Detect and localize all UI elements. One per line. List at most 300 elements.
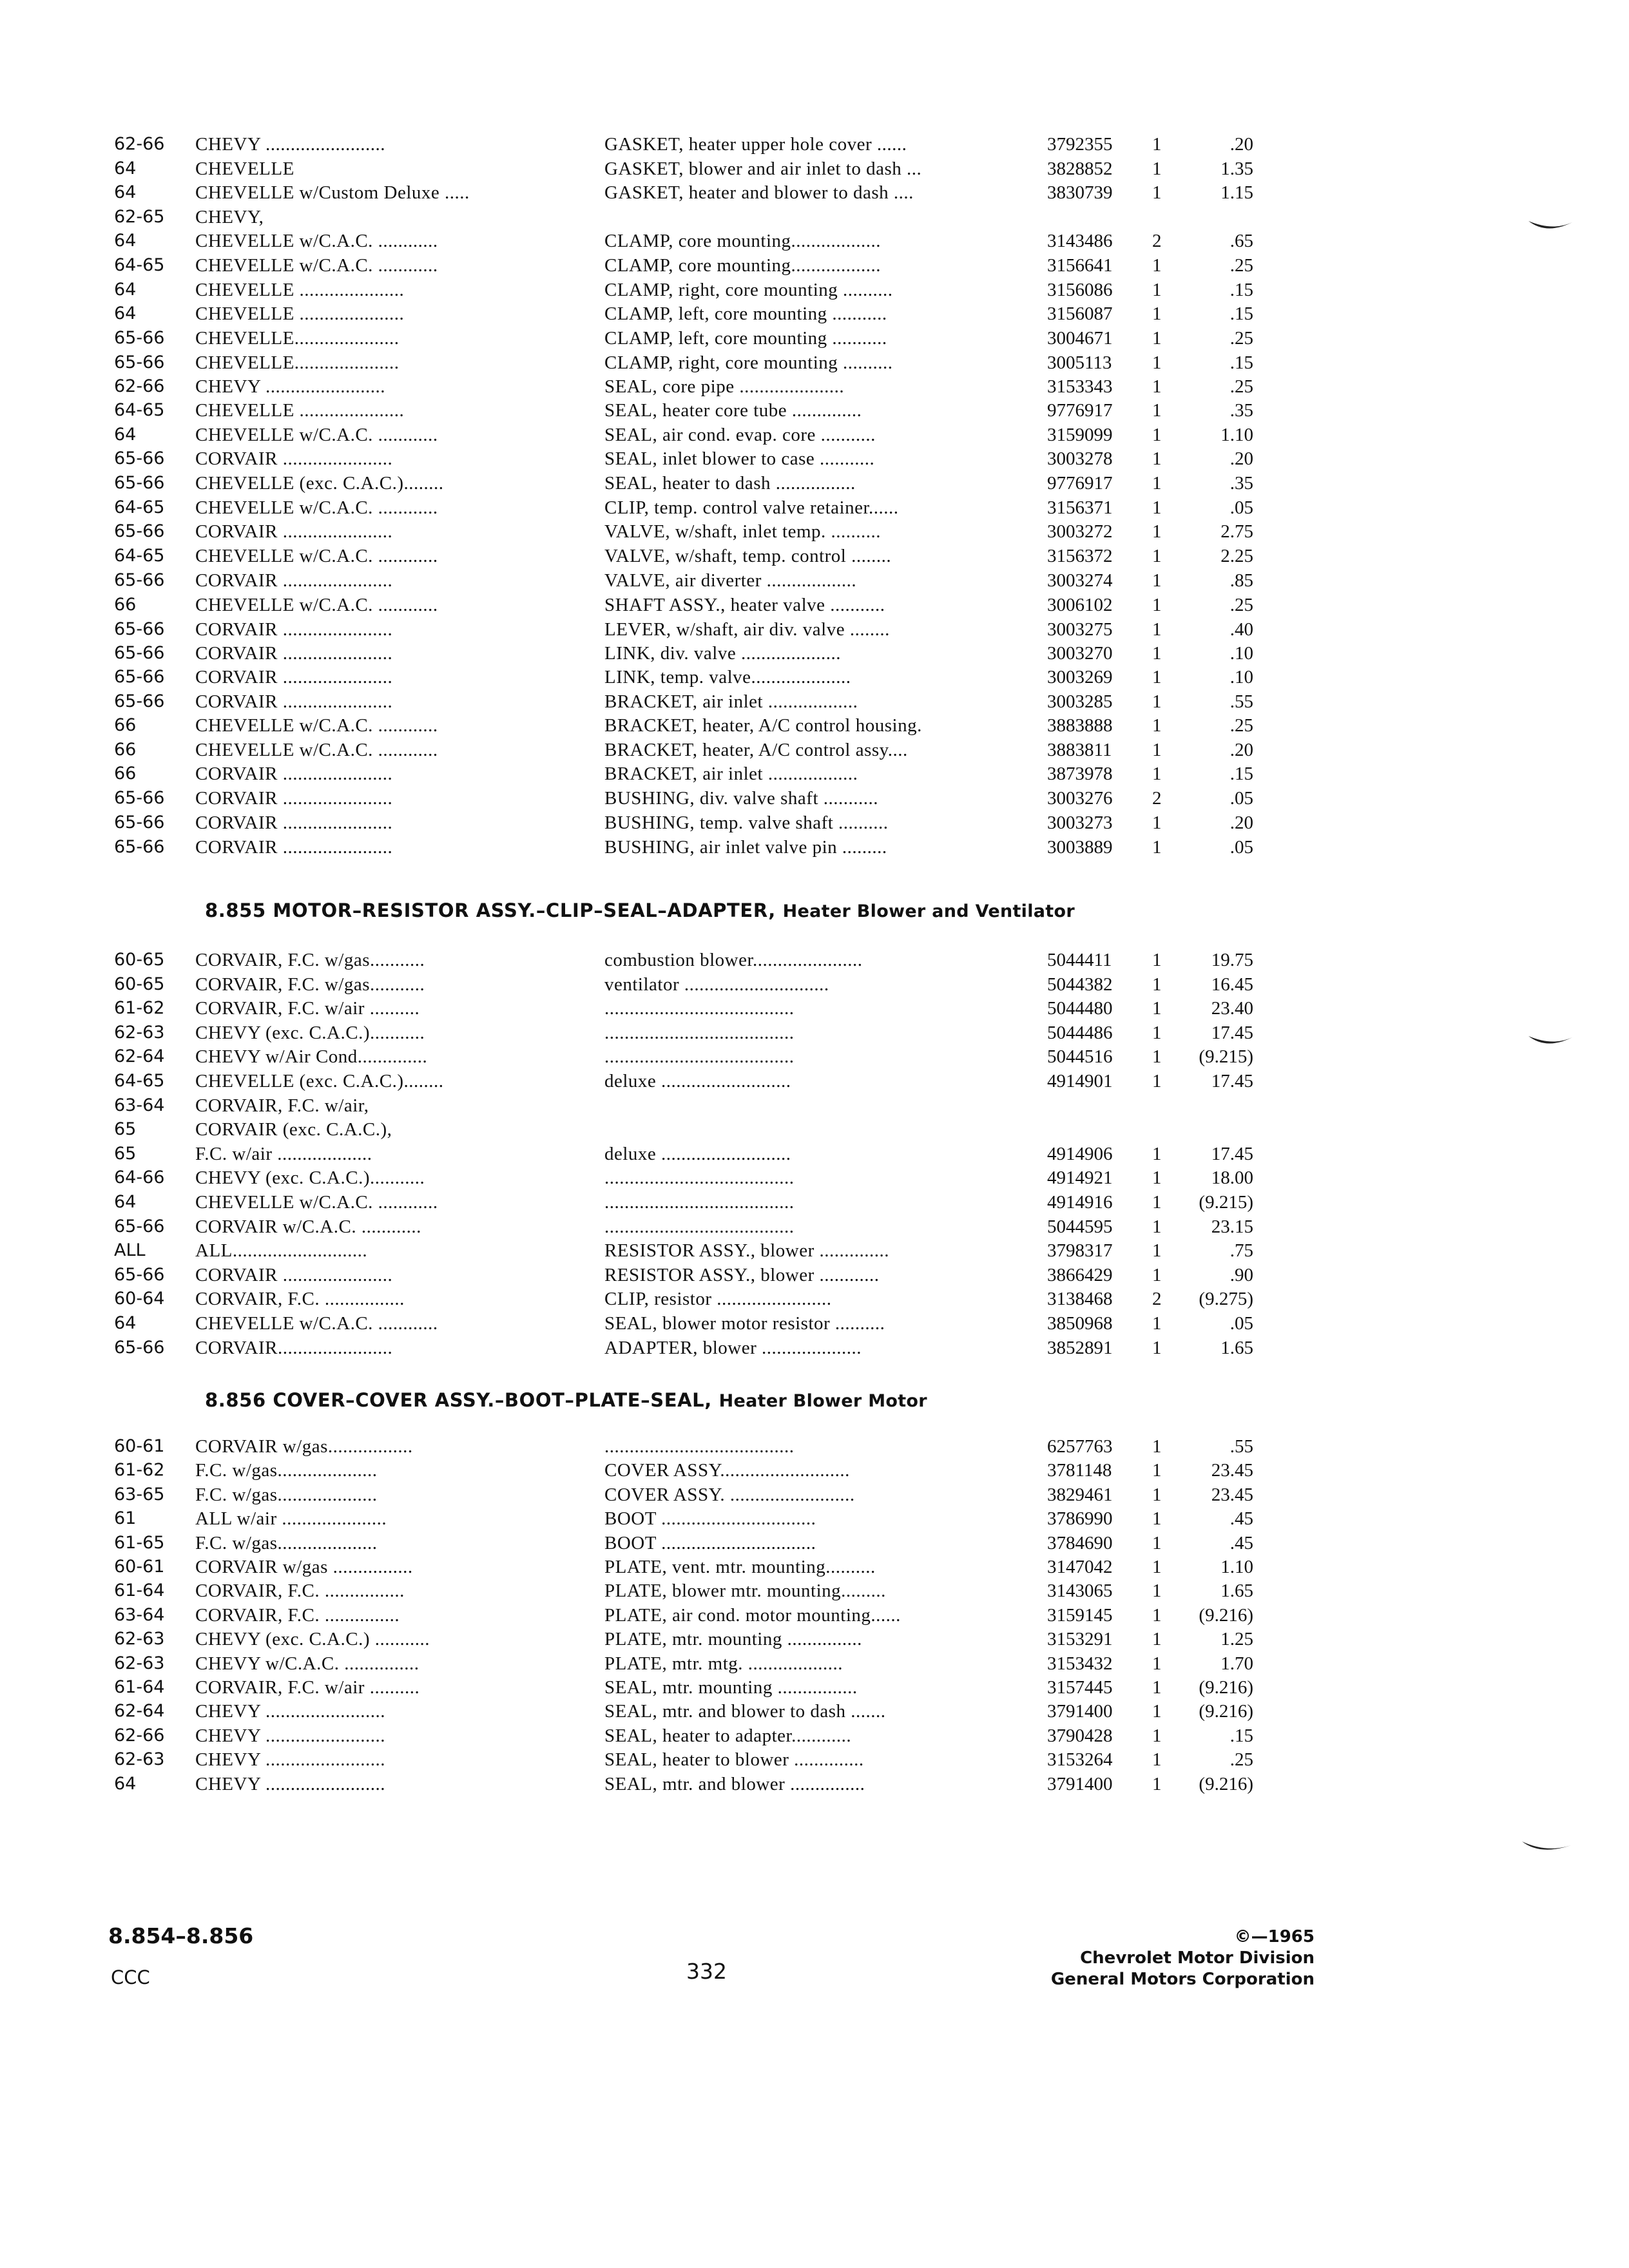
table-row xyxy=(0,1555,1629,1579)
year-range: 65-66 xyxy=(114,788,165,808)
year-range: 65-66 xyxy=(114,352,165,372)
table-row xyxy=(0,1336,1629,1360)
model: CHEVELLE w/C.A.C. ............ xyxy=(195,497,438,518)
table-row xyxy=(0,326,1629,351)
part-number: 4914906 xyxy=(1047,1144,1113,1164)
part-number: 3003276 xyxy=(1047,788,1113,809)
part-number: 3005113 xyxy=(1047,352,1112,373)
year-range: 62-64 xyxy=(114,1046,165,1066)
year-range: 66 xyxy=(114,715,137,735)
model: ALL w/air ..................... xyxy=(195,1508,387,1529)
description: SEAL, heater to blower .............. xyxy=(604,1749,864,1770)
year-range: 65-66 xyxy=(114,521,165,541)
model: CHEVELLE w/C.A.C. ............ xyxy=(195,231,438,251)
footer-publisher xyxy=(1005,1927,1315,1990)
description: BRACKET, air inlet .................. xyxy=(604,691,858,712)
price: 19.75 xyxy=(1211,950,1253,970)
section-title: 8.856 COVER–COVER ASSY.–BOOT–PLATE–SEAL, xyxy=(205,1389,712,1411)
table-row xyxy=(0,1651,1629,1676)
price: .20 xyxy=(1229,812,1253,833)
table-row xyxy=(0,1772,1629,1796)
part-number: 3006102 xyxy=(1047,595,1113,615)
quantity: 1 xyxy=(1152,1557,1162,1577)
table-row xyxy=(0,132,1629,157)
year-range: 64-65 xyxy=(114,400,165,420)
table-row xyxy=(0,519,1629,544)
quantity: 1 xyxy=(1152,974,1162,995)
year-range: 65 xyxy=(114,1119,137,1139)
quantity: 1 xyxy=(1152,497,1162,518)
table-row xyxy=(0,1699,1629,1724)
description: LINK, temp. valve.................... xyxy=(604,667,851,687)
part-number: 3781148 xyxy=(1047,1460,1112,1481)
price: (9.216) xyxy=(1199,1774,1253,1794)
table-row xyxy=(0,278,1629,302)
part-number: 5044595 xyxy=(1047,1216,1113,1237)
price: .20 xyxy=(1229,740,1253,760)
quantity: 1 xyxy=(1152,1338,1162,1358)
price: 23.45 xyxy=(1211,1460,1253,1481)
table-row xyxy=(0,544,1629,568)
table-row xyxy=(0,1627,1629,1651)
page-number: 332 xyxy=(686,1959,727,1984)
quantity: 1 xyxy=(1152,1605,1162,1626)
year-range: 60-64 xyxy=(114,1289,165,1309)
description: ...................................... xyxy=(604,1023,795,1043)
description: CLAMP, right, core mounting .......... xyxy=(604,280,893,300)
model: CHEVELLE w/C.A.C. ............ xyxy=(195,546,438,566)
model: CHEVELLE w/C.A.C. ............ xyxy=(195,1192,438,1213)
description: CLAMP, core mounting.................. xyxy=(604,255,882,276)
year-range: 65-66 xyxy=(114,837,165,857)
description: ...................................... xyxy=(604,1216,795,1237)
year-range: 65-66 xyxy=(114,619,165,639)
part-number: 3003278 xyxy=(1047,448,1113,469)
part-number: 3786990 xyxy=(1047,1508,1113,1529)
price: .65 xyxy=(1229,231,1253,251)
model: CHEVELLE (exc. C.A.C.)........ xyxy=(195,473,444,494)
year-range: 61-64 xyxy=(114,1677,165,1697)
description: ...................................... xyxy=(604,1436,795,1457)
description: RESISTOR ASSY., blower .............. xyxy=(604,1240,890,1261)
model: CHEVELLE w/C.A.C. ............ xyxy=(195,595,438,615)
quantity: 1 xyxy=(1152,352,1162,373)
description: ventilator ............................. xyxy=(604,974,829,995)
binding-mark xyxy=(1527,1031,1579,1057)
table-row xyxy=(0,762,1629,786)
table-row xyxy=(0,1021,1629,1045)
table-row xyxy=(0,302,1629,326)
model: CORVAIR ...................... xyxy=(195,667,393,687)
price: .15 xyxy=(1229,303,1253,324)
table-row xyxy=(0,1166,1629,1190)
price: 23.45 xyxy=(1211,1485,1253,1505)
quantity: 1 xyxy=(1152,159,1162,179)
quantity: 1 xyxy=(1152,376,1162,397)
table-row xyxy=(0,423,1629,447)
model: F.C. w/gas.................... xyxy=(195,1533,378,1553)
model: CHEVY ........................ xyxy=(195,1749,386,1770)
footer-section-code: 8.854–8.856 xyxy=(108,1923,254,1948)
model: CHEVY (exc. C.A.C.)........... xyxy=(195,1023,425,1043)
year-range: 64 xyxy=(114,280,137,300)
price: .25 xyxy=(1229,1749,1253,1770)
description: PLATE, blower mtr. mounting......... xyxy=(604,1581,886,1601)
year-range: 62-66 xyxy=(114,1725,165,1745)
quantity: 1 xyxy=(1152,473,1162,494)
quantity: 1 xyxy=(1152,1701,1162,1722)
model: CHEVY ........................ xyxy=(195,1725,386,1746)
quantity: 1 xyxy=(1152,182,1162,203)
model: CORVAIR w/gas ................ xyxy=(195,1557,413,1577)
part-number: 3791400 xyxy=(1047,1701,1113,1722)
price: (9.216) xyxy=(1199,1701,1253,1722)
year-range: 61-65 xyxy=(114,1533,165,1553)
part-number: 3138468 xyxy=(1047,1289,1113,1309)
part-number: 3156087 xyxy=(1047,303,1113,324)
year-range: 62-64 xyxy=(114,1701,165,1721)
part-number: 3153291 xyxy=(1047,1629,1113,1649)
description: SEAL, inlet blower to case ........... xyxy=(604,448,875,469)
table-row xyxy=(0,1190,1629,1215)
year-range: 60-65 xyxy=(114,974,165,994)
table-row xyxy=(0,996,1629,1021)
quantity: 1 xyxy=(1152,1216,1162,1237)
part-number: 3791400 xyxy=(1047,1774,1113,1794)
copyright: ©—1965 xyxy=(1234,1927,1315,1946)
quantity: 2 xyxy=(1152,231,1162,251)
part-number: 3790428 xyxy=(1047,1725,1113,1746)
table-row xyxy=(0,1142,1629,1166)
table-row xyxy=(0,1506,1629,1531)
binding-mark xyxy=(1527,216,1579,242)
description: CLIP, temp. control valve retainer...... xyxy=(604,497,899,518)
description: CLIP, resistor ....................... xyxy=(604,1289,832,1309)
price: .45 xyxy=(1229,1508,1253,1529)
price: .45 xyxy=(1229,1533,1253,1553)
quantity: 1 xyxy=(1152,1144,1162,1164)
part-number: 3003269 xyxy=(1047,667,1113,687)
table-row xyxy=(0,1483,1629,1507)
quantity: 2 xyxy=(1152,1289,1162,1309)
model: CORVAIR ...................... xyxy=(195,643,393,664)
quantity: 1 xyxy=(1152,715,1162,736)
table-row xyxy=(0,1724,1629,1748)
model: CHEVELLE ..................... xyxy=(195,303,405,324)
part-number: 3153343 xyxy=(1047,376,1113,397)
model: CHEVY, xyxy=(195,207,264,227)
year-range: 63-65 xyxy=(114,1485,165,1504)
table-row xyxy=(0,811,1629,835)
model: CORVAIR w/C.A.C. ............ xyxy=(195,1216,421,1237)
description: deluxe .......................... xyxy=(604,1144,791,1164)
quantity: 1 xyxy=(1152,1240,1162,1261)
part-number: 3003275 xyxy=(1047,619,1113,640)
year-range: 60-65 xyxy=(114,950,165,970)
description: PLATE, air cond. motor mounting...... xyxy=(604,1605,901,1626)
part-number: 9776917 xyxy=(1047,473,1113,494)
price: .55 xyxy=(1229,691,1253,712)
part-number: 5044480 xyxy=(1047,998,1113,1019)
description: ...................................... xyxy=(604,998,795,1019)
part-number: 3883811 xyxy=(1047,740,1112,760)
description: CLAMP, left, core mounting ........... xyxy=(604,328,887,349)
quantity: 1 xyxy=(1152,1436,1162,1457)
quantity: 1 xyxy=(1152,425,1162,445)
table-row xyxy=(0,1531,1629,1555)
price: .25 xyxy=(1229,376,1253,397)
description: SEAL, mtr. and blower to dash ....... xyxy=(604,1701,886,1722)
footer-ccc: CCC xyxy=(111,1966,150,1988)
table-row xyxy=(0,157,1629,181)
description: ...................................... xyxy=(604,1168,795,1188)
price: .05 xyxy=(1229,1313,1253,1334)
model: CORVAIR ...................... xyxy=(195,448,393,469)
model: CHEVY (exc. C.A.C.) ........... xyxy=(195,1629,430,1649)
quantity: 1 xyxy=(1152,1046,1162,1067)
year-range: 60-61 xyxy=(114,1557,165,1577)
year-range: 64 xyxy=(114,1192,137,1212)
description: ...................................... xyxy=(604,1192,795,1213)
model: CHEVELLE w/C.A.C. ............ xyxy=(195,425,438,445)
part-number: 3792355 xyxy=(1047,134,1113,155)
price: 18.00 xyxy=(1211,1168,1253,1188)
model: CORVAIR, F.C. ................ xyxy=(195,1289,405,1309)
description: BOOT ............................... xyxy=(604,1508,816,1529)
model: CORVAIR, F.C. ............... xyxy=(195,1605,400,1626)
year-range: 65-66 xyxy=(114,328,165,348)
description: GASKET, heater and blower to dash .... xyxy=(604,182,914,203)
year-range: 65-66 xyxy=(114,448,165,468)
model: CHEVY ........................ xyxy=(195,376,386,397)
table-row xyxy=(0,1458,1629,1483)
price: .15 xyxy=(1229,352,1253,373)
part-number: 3829461 xyxy=(1047,1485,1113,1505)
model: CHEVELLE w/C.A.C. ............ xyxy=(195,715,438,736)
price: 1.10 xyxy=(1220,425,1253,445)
description: BRACKET, heater, A/C control housing. xyxy=(604,715,922,736)
year-range: 64-65 xyxy=(114,546,165,566)
price: .25 xyxy=(1229,328,1253,349)
year-range: 64 xyxy=(114,182,137,202)
price: 23.15 xyxy=(1211,1216,1253,1237)
model: CHEVELLE..................... xyxy=(195,352,400,373)
part-number: 3866429 xyxy=(1047,1265,1113,1285)
year-range: 64-66 xyxy=(114,1168,165,1187)
model: ALL........................... xyxy=(195,1240,368,1261)
part-number: 9776917 xyxy=(1047,400,1113,421)
table-row xyxy=(0,617,1629,642)
year-range: 65-66 xyxy=(114,570,165,590)
part-number: 3143486 xyxy=(1047,231,1113,251)
part-number: 3147042 xyxy=(1047,1557,1113,1577)
part-number: 3830739 xyxy=(1047,182,1113,203)
quantity: 1 xyxy=(1152,255,1162,276)
table-row xyxy=(0,948,1629,972)
model: CHEVELLE w/C.A.C. ............ xyxy=(195,255,438,276)
model: CHEVELLE..................... xyxy=(195,328,400,349)
quantity: 1 xyxy=(1152,1774,1162,1794)
quantity: 1 xyxy=(1152,328,1162,349)
part-number: 3157445 xyxy=(1047,1677,1113,1698)
year-range: 65-66 xyxy=(114,1216,165,1236)
table-row xyxy=(0,1579,1629,1603)
price: (9.215) xyxy=(1199,1046,1253,1067)
model: F.C. w/air ................... xyxy=(195,1144,372,1164)
model: CORVAIR ...................... xyxy=(195,691,393,712)
description: SEAL, heater to dash ................ xyxy=(604,473,856,494)
part-number: 3003270 xyxy=(1047,643,1113,664)
price: .20 xyxy=(1229,448,1253,469)
description: SEAL, mtr. and blower ............... xyxy=(604,1774,865,1794)
price: .90 xyxy=(1229,1265,1253,1285)
quantity: 1 xyxy=(1152,1508,1162,1529)
price: .05 xyxy=(1229,837,1253,858)
price: 2.25 xyxy=(1220,546,1253,566)
table-row xyxy=(0,1044,1629,1069)
year-range: 64 xyxy=(114,425,137,445)
model: CORVAIR, F.C. w/air .......... xyxy=(195,998,420,1019)
price: .15 xyxy=(1229,280,1253,300)
quantity: 1 xyxy=(1152,837,1162,858)
quantity: 1 xyxy=(1152,134,1162,155)
part-number: 3004671 xyxy=(1047,328,1113,349)
quantity: 1 xyxy=(1152,1749,1162,1770)
model: CHEVELLE xyxy=(195,159,294,179)
year-range: 64 xyxy=(114,1774,137,1794)
table-row xyxy=(0,738,1629,762)
price: .20 xyxy=(1229,134,1253,155)
model: CORVAIR, F.C. w/air, xyxy=(195,1095,369,1116)
price: 17.45 xyxy=(1211,1023,1253,1043)
table-row xyxy=(0,568,1629,593)
model: CHEVELLE w/C.A.C. ............ xyxy=(195,1313,438,1334)
price: (9.275) xyxy=(1199,1289,1253,1309)
part-number: 3852891 xyxy=(1047,1338,1113,1358)
model: F.C. w/gas.................... xyxy=(195,1460,378,1481)
quantity: 1 xyxy=(1152,1629,1162,1649)
description: VALVE, w/shaft, temp. control ........ xyxy=(604,546,892,566)
part-number: 3156372 xyxy=(1047,546,1113,566)
year-range: 64-65 xyxy=(114,1071,165,1091)
table-row xyxy=(0,374,1629,399)
price: .35 xyxy=(1229,400,1253,421)
price: 1.70 xyxy=(1220,1653,1253,1674)
part-number: 6257763 xyxy=(1047,1436,1113,1457)
model: CORVAIR, F.C. w/gas........... xyxy=(195,974,425,995)
quantity: 1 xyxy=(1152,570,1162,591)
year-range: 62-63 xyxy=(114,1749,165,1769)
year-range: 64 xyxy=(114,231,137,251)
year-range: 61-62 xyxy=(114,1460,165,1480)
year-range: 62-66 xyxy=(114,376,165,396)
table-row xyxy=(0,1215,1629,1239)
table-row xyxy=(0,471,1629,495)
model: CHEVELLE ..................... xyxy=(195,280,405,300)
price: 16.45 xyxy=(1211,974,1253,995)
year-range: 65-66 xyxy=(114,643,165,663)
model: CORVAIR ...................... xyxy=(195,619,393,640)
quantity: 1 xyxy=(1152,1071,1162,1091)
price: 1.25 xyxy=(1220,1629,1253,1649)
model: CHEVELLE w/C.A.C. ............ xyxy=(195,740,438,760)
part-number: 3156086 xyxy=(1047,280,1113,300)
model: CHEVY ........................ xyxy=(195,1774,386,1794)
table-row xyxy=(0,495,1629,520)
part-number: 5044411 xyxy=(1047,950,1112,970)
price: 1.65 xyxy=(1220,1581,1253,1601)
description: VALVE, w/shaft, inlet temp. .......... xyxy=(604,521,882,542)
description: SEAL, blower motor resistor .......... xyxy=(604,1313,885,1334)
part-number: 3850968 xyxy=(1047,1313,1113,1334)
year-range: 62-63 xyxy=(114,1023,165,1043)
year-range: 62-66 xyxy=(114,134,165,154)
part-number: 3003285 xyxy=(1047,691,1113,712)
table-row xyxy=(0,665,1629,689)
price: .25 xyxy=(1229,715,1253,736)
price: 1.15 xyxy=(1220,182,1253,203)
part-number: 3003274 xyxy=(1047,570,1113,591)
table-row xyxy=(0,786,1629,811)
price: .05 xyxy=(1229,497,1253,518)
year-range: 60-61 xyxy=(114,1436,165,1456)
price: .75 xyxy=(1229,1240,1253,1261)
quantity: 1 xyxy=(1152,1023,1162,1043)
quantity: 1 xyxy=(1152,619,1162,640)
quantity: 1 xyxy=(1152,1653,1162,1674)
table-row xyxy=(0,1603,1629,1628)
year-range: 65 xyxy=(114,1144,137,1164)
description: ...................................... xyxy=(604,1046,795,1067)
model: F.C. w/gas.................... xyxy=(195,1485,378,1505)
quantity: 1 xyxy=(1152,595,1162,615)
description: ADAPTER, blower .................... xyxy=(604,1338,862,1358)
price: .35 xyxy=(1229,473,1253,494)
part-number: 3156641 xyxy=(1047,255,1113,276)
year-range: 65-66 xyxy=(114,812,165,832)
part-number: 3153432 xyxy=(1047,1653,1113,1674)
table-row xyxy=(0,205,1629,229)
part-number: 3003273 xyxy=(1047,812,1113,833)
table-row xyxy=(0,1117,1629,1142)
table-row xyxy=(0,1238,1629,1263)
description: SEAL, heater core tube .............. xyxy=(604,400,862,421)
price: .55 xyxy=(1229,1436,1253,1457)
year-range: 61 xyxy=(114,1508,137,1528)
description: COVER ASSY.......................... xyxy=(604,1460,850,1481)
part-number: 4914921 xyxy=(1047,1168,1113,1188)
year-range: 66 xyxy=(114,740,137,760)
price: .05 xyxy=(1229,788,1253,809)
year-range: 66 xyxy=(114,764,137,783)
price: 1.65 xyxy=(1220,1338,1253,1358)
section-subtitle: Heater Blower Motor xyxy=(718,1391,927,1411)
description: PLATE, vent. mtr. mounting.......... xyxy=(604,1557,876,1577)
description: SEAL, air cond. evap. core ........... xyxy=(604,425,876,445)
quantity: 1 xyxy=(1152,521,1162,542)
table-row xyxy=(0,398,1629,423)
quantity: 1 xyxy=(1152,1265,1162,1285)
description: SEAL, heater to adapter............ xyxy=(604,1725,852,1746)
binding-mark xyxy=(1521,1836,1579,1862)
price: .15 xyxy=(1229,1725,1253,1746)
part-number: 3784690 xyxy=(1047,1533,1113,1553)
table-row xyxy=(0,1675,1629,1700)
table-row xyxy=(0,1434,1629,1459)
part-number: 3143065 xyxy=(1047,1581,1113,1601)
year-range: 64-65 xyxy=(114,497,165,517)
table-row xyxy=(0,180,1629,205)
